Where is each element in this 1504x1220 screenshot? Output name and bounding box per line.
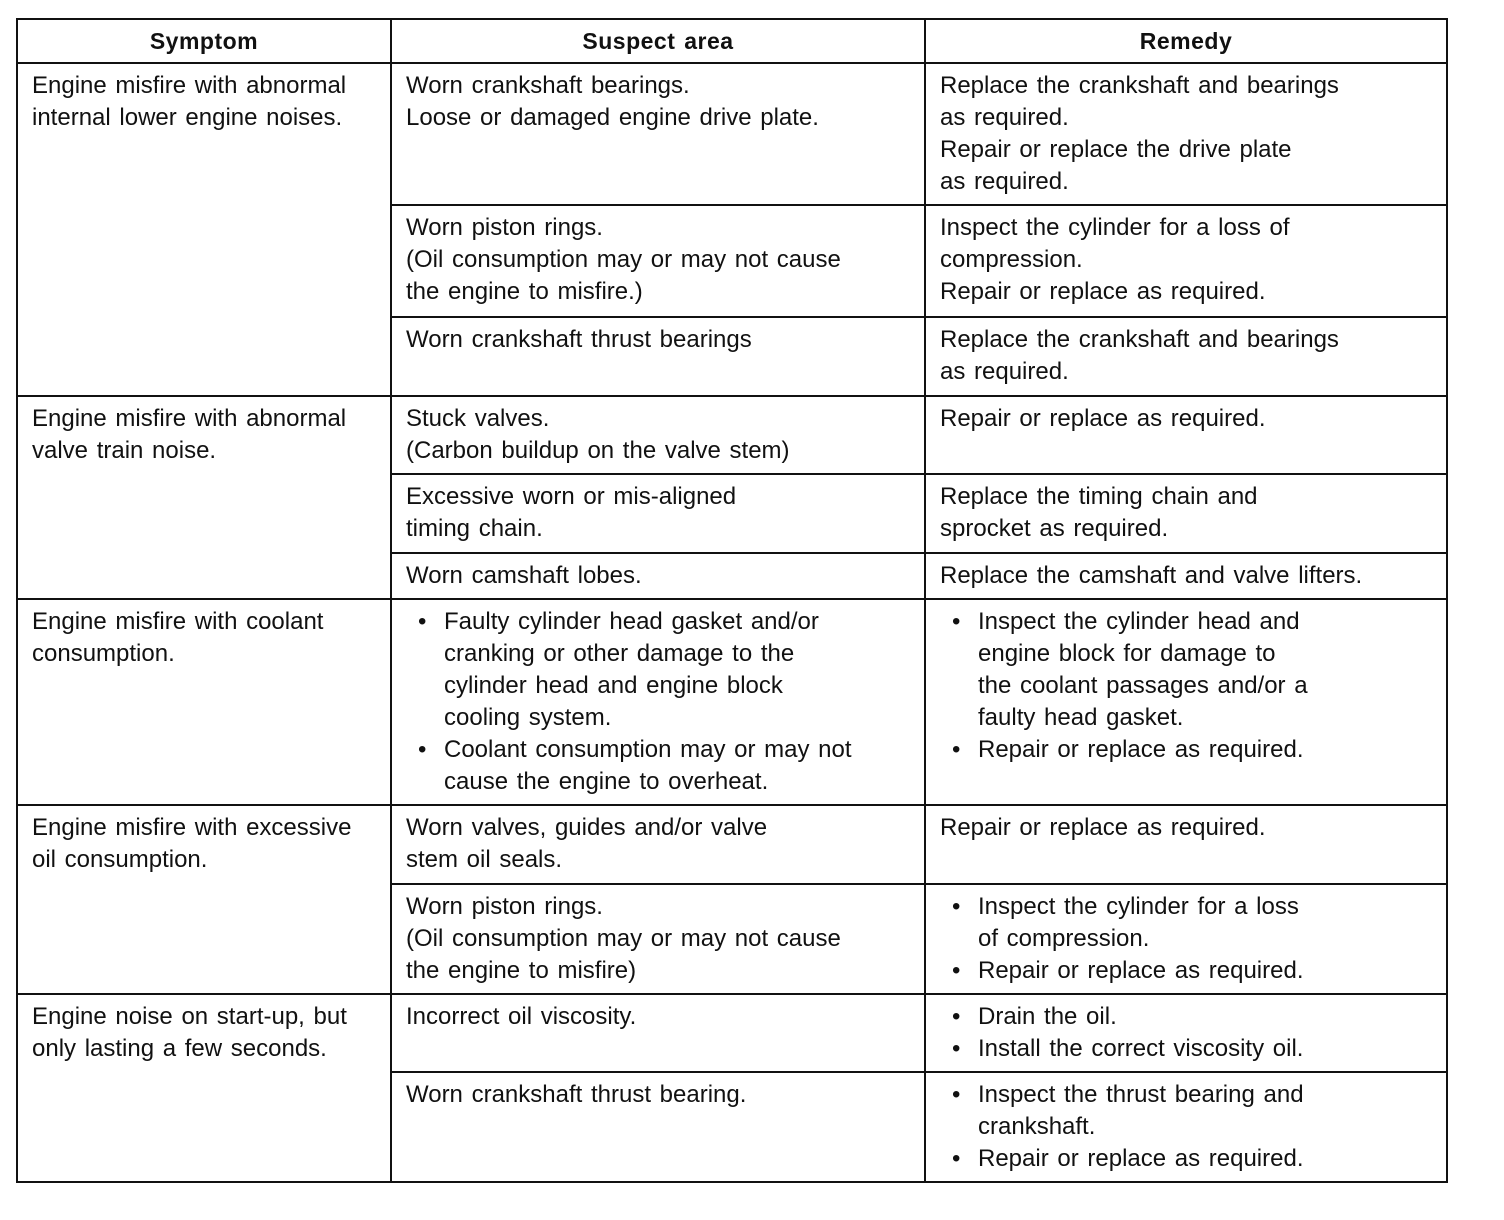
symptom-line: Engine misfire with coolant: [32, 608, 324, 635]
remedy-bullet-list: [940, 1001, 1432, 1065]
suspect-area-cell: [391, 599, 925, 805]
bullet-dot-icon: •: [952, 608, 961, 635]
symptom-cell: [17, 994, 391, 1182]
remedy-line: sprocket as required.: [940, 515, 1169, 542]
remedy-bullet-item: [940, 955, 1432, 987]
remedy-line: the coolant passages and/or a: [978, 672, 1308, 699]
suspect-bullet-item: [406, 734, 910, 798]
suspect-line: Stuck valves.: [406, 405, 550, 432]
remedy-line: Replace the timing chain and: [940, 483, 1258, 510]
table-row: [17, 599, 1447, 805]
symptom-line: oil consumption.: [32, 846, 208, 873]
table-row: [17, 63, 1447, 205]
remedy-line: Replace the camshaft and valve lifters.: [940, 562, 1363, 589]
suspect-line: Worn piston rings.: [406, 893, 603, 920]
symptom-line: valve train noise.: [32, 437, 217, 464]
remedy-bullet-list: [940, 1079, 1432, 1175]
remedy-line: Replace the crankshaft and bearings: [940, 72, 1339, 99]
remedy-line: as required.: [940, 104, 1069, 131]
remedy-line: Drain the oil.: [978, 1003, 1117, 1030]
suspect-line: Worn valves, guides and/or valve: [406, 814, 768, 841]
suspect-line: Incorrect oil viscosity.: [406, 1003, 637, 1030]
bullet-dot-icon: •: [952, 1081, 961, 1108]
header-row: [17, 19, 1447, 63]
bullet-dot-icon: •: [952, 1003, 961, 1030]
symptom-cell: [17, 599, 391, 805]
suspect-line: cranking or other damage to the: [444, 640, 795, 667]
bullet-dot-icon: •: [418, 608, 427, 635]
remedy-line: Repair or replace the drive plate: [940, 136, 1292, 163]
remedy-line: Replace the crankshaft and bearings: [940, 326, 1339, 353]
remedy-cell: [925, 599, 1447, 805]
symptom-line: Engine misfire with abnormal: [32, 405, 347, 432]
remedy-bullet-item: [940, 1079, 1432, 1143]
table-row: [17, 396, 1447, 474]
suspect-line: Excessive worn or mis-aligned: [406, 483, 737, 510]
remedy-line: as required.: [940, 168, 1069, 195]
remedy-cell: [925, 553, 1447, 599]
suspect-line: the engine to misfire): [406, 957, 637, 984]
suspect-area-cell: [391, 474, 925, 553]
remedy-bullet-item: [940, 1033, 1432, 1065]
remedy-line: Inspect the cylinder for a loss of: [940, 214, 1290, 241]
symptom-line: only lasting a few seconds.: [32, 1035, 327, 1062]
suspect-line: (Carbon buildup on the valve stem): [406, 437, 790, 464]
suspect-line: Worn crankshaft thrust bearing.: [406, 1081, 747, 1108]
remedy-cell: [925, 474, 1447, 553]
remedy-line: compression.: [940, 246, 1083, 273]
symptom-line: internal lower engine noises.: [32, 104, 343, 131]
remedy-bullet-item: [940, 734, 1432, 766]
suspect-line: (Oil consumption may or may not cause: [406, 925, 841, 952]
symptom-line: consumption.: [32, 640, 175, 667]
bullet-dot-icon: •: [952, 893, 961, 920]
remedy-line: Repair or replace as required.: [940, 278, 1266, 305]
suspect-line: Worn crankshaft bearings.: [406, 72, 690, 99]
remedy-cell: [925, 1072, 1447, 1182]
suspect-bullet-item: [406, 606, 910, 734]
suspect-area-cell: [391, 317, 925, 396]
suspect-line: Worn piston rings.: [406, 214, 603, 241]
remedy-line: Repair or replace as required.: [978, 957, 1304, 984]
remedy-line: Inspect the cylinder for a loss: [978, 893, 1299, 920]
remedy-bullet-item: [940, 606, 1432, 734]
suspect-line: Worn crankshaft thrust bearings: [406, 326, 752, 353]
diagnosis-table: [16, 18, 1448, 1183]
header-symptom: Symptom: [17, 19, 391, 63]
symptom-line: Engine misfire with excessive: [32, 814, 352, 841]
suspect-line: stem oil seals.: [406, 846, 563, 873]
remedy-cell: [925, 205, 1447, 317]
bullet-dot-icon: •: [418, 736, 427, 763]
suspect-line: (Oil consumption may or may not cause: [406, 246, 841, 273]
table-body: [17, 63, 1447, 1182]
suspect-area-cell: [391, 63, 925, 205]
remedy-cell: [925, 317, 1447, 396]
suspect-area-cell: [391, 805, 925, 884]
symptom-line: Engine misfire with abnormal: [32, 72, 347, 99]
remedy-line: Repair or replace as required.: [940, 814, 1266, 841]
remedy-bullet-list: [940, 606, 1432, 766]
remedy-line: Repair or replace as required.: [978, 1145, 1304, 1172]
suspect-area-cell: [391, 205, 925, 317]
suspect-line: cooling system.: [444, 704, 612, 731]
remedy-line: Inspect the cylinder head and: [978, 608, 1300, 635]
suspect-area-cell: [391, 1072, 925, 1182]
bullet-dot-icon: •: [952, 736, 961, 763]
remedy-line: of compression.: [978, 925, 1150, 952]
suspect-line: Worn camshaft lobes.: [406, 562, 642, 589]
table-row: [17, 994, 1447, 1072]
suspect-area-cell: [391, 994, 925, 1072]
suspect-area-cell: [391, 884, 925, 994]
bullet-dot-icon: •: [952, 1145, 961, 1172]
remedy-bullet-item: [940, 1143, 1432, 1175]
suspect-bullet-list: [406, 606, 910, 798]
suspect-line: Coolant consumption may or may not: [444, 736, 852, 763]
remedy-line: faulty head gasket.: [978, 704, 1184, 731]
remedy-cell: [925, 396, 1447, 474]
remedy-line: Repair or replace as required.: [978, 736, 1304, 763]
table-row: [17, 805, 1447, 884]
symptom-cell: [17, 396, 391, 599]
suspect-area-cell: [391, 396, 925, 474]
remedy-bullet-list: [940, 891, 1432, 987]
remedy-line: Install the correct viscosity oil.: [978, 1035, 1304, 1062]
symptom-cell: [17, 63, 391, 396]
suspect-line: Loose or damaged engine drive plate.: [406, 104, 819, 131]
symptom-line: Engine noise on start-up, but: [32, 1003, 347, 1030]
suspect-line: cylinder head and engine block: [444, 672, 783, 699]
remedy-bullet-item: [940, 1001, 1432, 1033]
remedy-line: engine block for damage to: [978, 640, 1276, 667]
remedy-line: Repair or replace as required.: [940, 405, 1266, 432]
remedy-line: as required.: [940, 358, 1069, 385]
symptom-cell: [17, 805, 391, 994]
remedy-line: crankshaft.: [978, 1113, 1096, 1140]
remedy-cell: [925, 884, 1447, 994]
suspect-line: cause the engine to overheat.: [444, 768, 769, 795]
header-suspect-area: Suspect area: [391, 19, 925, 63]
remedy-line: Inspect the thrust bearing and: [978, 1081, 1304, 1108]
suspect-line: Faulty cylinder head gasket and/or: [444, 608, 819, 635]
remedy-bullet-item: [940, 891, 1432, 955]
suspect-area-cell: [391, 553, 925, 599]
remedy-cell: [925, 63, 1447, 205]
remedy-cell: [925, 805, 1447, 884]
header-remedy: Remedy: [925, 19, 1447, 63]
suspect-line: the engine to misfire.): [406, 278, 643, 305]
bullet-dot-icon: •: [952, 957, 961, 984]
bullet-dot-icon: •: [952, 1035, 961, 1062]
remedy-cell: [925, 994, 1447, 1072]
suspect-line: timing chain.: [406, 515, 543, 542]
